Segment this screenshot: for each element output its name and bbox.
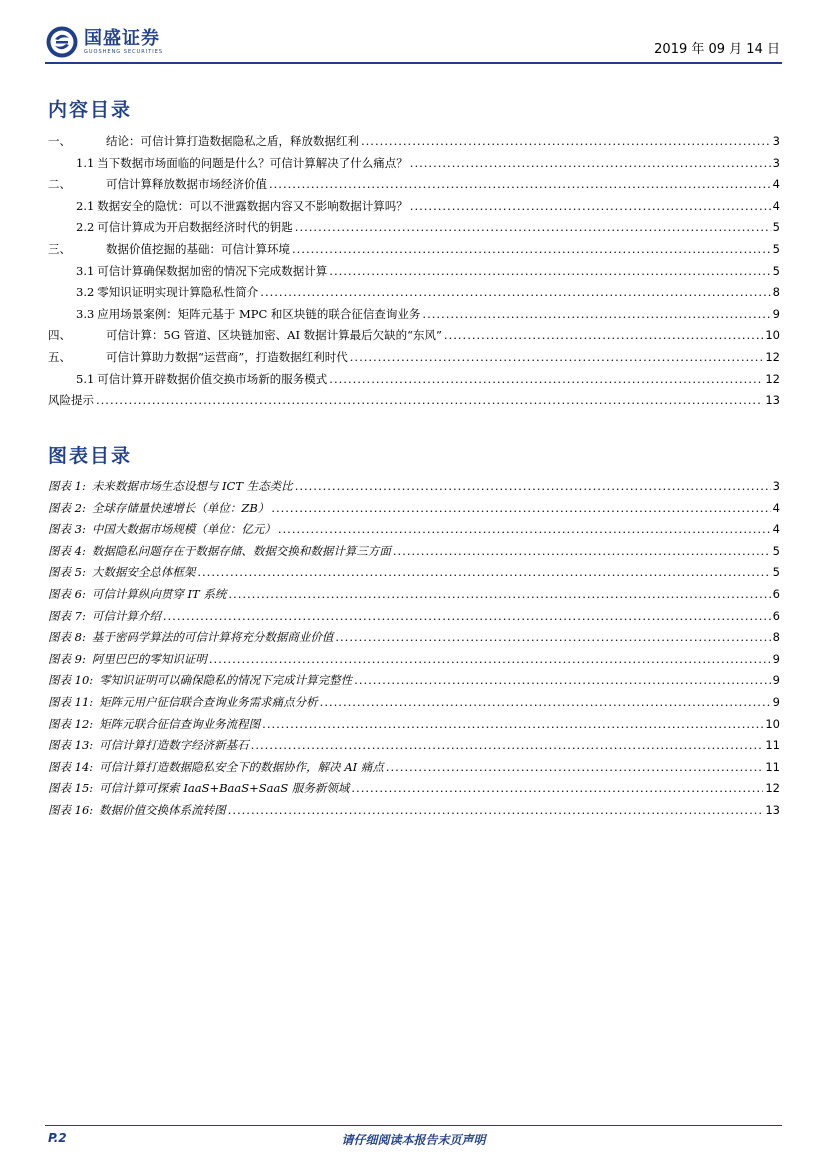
dot-leader (386, 760, 764, 774)
figure-entry[interactable] (48, 759, 780, 781)
entry-text: 可信计算开辟数据价值交换市场新的服务模式 (97, 371, 328, 386)
entry-page: 5 (772, 543, 780, 558)
dot-leader (251, 738, 764, 752)
entry-text: 可信计算可探索 IaaS+BaaS+SaaS 服务新领域 (99, 781, 350, 796)
dot-leader (163, 609, 771, 623)
dot-leader (228, 803, 764, 817)
figure-entry[interactable] (48, 780, 780, 802)
figures-list (48, 478, 780, 824)
entry-number: 图表 4: (48, 543, 86, 558)
entry-page: 13 (765, 393, 780, 408)
entry-number: 图表 6: (48, 586, 86, 601)
entry-text: 当下数据市场面临的问题是什么？可信计算解决了什么痛点？ (97, 155, 408, 170)
toc-entry[interactable] (48, 241, 780, 263)
entry-number: 二、 (48, 177, 71, 192)
toc-entry[interactable] (48, 306, 780, 328)
entry-number: 图表 9: (48, 651, 86, 666)
entry-page: 12 (765, 781, 780, 796)
dot-leader (422, 307, 770, 321)
entry-page: 4 (772, 500, 780, 515)
dot-leader (410, 199, 771, 213)
dot-leader (295, 479, 771, 493)
dot-leader (361, 134, 771, 148)
entry-number: 一、 (48, 134, 71, 148)
entry-number: 图表 11: (48, 694, 94, 709)
dot-leader (350, 350, 764, 364)
entry-page: 3 (772, 155, 780, 170)
toc-entry[interactable] (48, 327, 780, 349)
entry-page: 12 (765, 371, 780, 386)
entry-number: 2.1 (76, 198, 95, 213)
figure-entry[interactable] (48, 543, 780, 565)
entry-page: 11 (765, 738, 780, 753)
dot-leader (197, 565, 770, 579)
entry-page: 11 (765, 759, 780, 774)
logo-english-name: GUOSHENG SECURITIES (84, 48, 164, 55)
toc-entry[interactable] (48, 284, 780, 306)
entry-text: 数据安全的隐忧：可以不泄露数据内容又不影响数据计算吗？ (97, 198, 408, 213)
entry-text: 可信计算打造数字经济新基石 (99, 738, 249, 753)
entry-number: 3.2 (76, 285, 95, 300)
entry-number: 图表 15: (48, 781, 94, 796)
figures-title: 图表目录 (48, 445, 133, 467)
entry-number: 3.3 (76, 306, 95, 321)
toc-entry[interactable] (48, 176, 780, 198)
entry-text: 矩阵元用户征信联合查询业务需求痛点分析 (99, 694, 318, 709)
entry-number: 图表 14: (48, 759, 94, 774)
entry-text: 应用场景案例：矩阵元基于 MPC 和区块链的联合征信查询业务 (97, 306, 421, 321)
entry-number: 图表 10: (48, 673, 94, 688)
dot-leader (278, 522, 771, 536)
entry-page: 9 (772, 651, 780, 666)
entry-text: 中国大数据市场规模（单位：亿元） (91, 522, 276, 537)
dot-leader (228, 587, 770, 601)
contents-list (48, 133, 780, 414)
figure-entry[interactable] (48, 564, 780, 586)
entry-text: 大数据安全总体框架 (91, 565, 196, 580)
entry-text: 矩阵元联合征信查询业务流程图 (99, 716, 261, 731)
entry-text: 可信计算释放数据市场经济价值 (106, 177, 267, 192)
entry-page: 6 (772, 608, 780, 623)
logo-name: 国盛证券 (84, 27, 160, 49)
entry-page: 9 (772, 673, 780, 688)
entry-page: 6 (772, 586, 780, 601)
entry-text: 数据价值挖掘的基础：可信计算环境 (106, 241, 290, 256)
dot-leader (351, 781, 763, 795)
toc-entry[interactable] (48, 133, 780, 155)
figure-entry[interactable] (48, 608, 780, 630)
dot-leader (209, 652, 771, 666)
entry-text: 可信计算介绍 (91, 608, 161, 623)
entry-text: 数据价值交换体系流转图 (99, 802, 226, 817)
figure-entry[interactable] (48, 802, 780, 824)
company-logo (45, 25, 163, 59)
entry-text: 可信计算打造数据隐私安全下的数据协作，解决 AI 痛点 (99, 759, 384, 774)
header-divider (45, 62, 782, 64)
figure-entry[interactable] (48, 478, 780, 500)
entry-number: 5.1 (76, 371, 95, 386)
entry-number: 图表 3: (48, 522, 86, 537)
entry-page: 12 (765, 349, 780, 364)
figure-entry[interactable] (48, 651, 780, 673)
dot-leader (269, 177, 771, 191)
dot-leader (260, 285, 770, 299)
entry-text: 零知识证明可以确保隐私的情况下完成计算完整性 (99, 673, 353, 688)
entry-page: 5 (772, 241, 780, 256)
toc-entry[interactable] (48, 392, 780, 414)
entry-page: 4 (772, 198, 780, 213)
entry-number: 图表 13: (48, 738, 94, 753)
entry-number: 图表 5: (48, 565, 86, 580)
entry-number: 图表 7: (48, 608, 86, 623)
dot-leader (329, 372, 763, 386)
entry-text: 未来数据市场生态设想与 ICT 生态类比 (91, 479, 293, 493)
entry-number: 图表 8: (48, 630, 86, 645)
entry-page: 4 (772, 522, 780, 537)
entry-text: 可信计算纵向贯穿 IT 系统 (91, 586, 227, 601)
entry-text: 可信计算成为开启数据经济时代的钥匙 (97, 220, 293, 235)
report-date: 2019 年 09 月 14 日 (654, 42, 780, 57)
entry-page: 9 (772, 306, 780, 321)
dot-leader (393, 544, 771, 558)
figure-entry[interactable] (48, 521, 780, 543)
entry-number: 四、 (48, 328, 71, 343)
entry-number: 五、 (48, 349, 71, 364)
page-header (45, 25, 782, 62)
entry-number: 1.1 (76, 155, 95, 170)
figure-entry[interactable] (48, 629, 780, 651)
dot-leader (262, 717, 763, 731)
figure-entry[interactable] (48, 500, 780, 522)
entry-number: 2.2 (76, 220, 95, 235)
toc-title: 内容目录 (48, 99, 133, 121)
entry-number: 图表 2: (48, 500, 86, 515)
dot-leader (335, 630, 770, 644)
figure-entry[interactable] (48, 716, 780, 738)
entry-text: 可信计算确保数据加密的情况下完成数据计算 (97, 263, 328, 278)
figure-entry[interactable] (48, 737, 780, 759)
page-number: P.2 (48, 1131, 67, 1145)
entry-text: 结论：可信计算打造数据隐私之盾，释放数据红利 (106, 134, 359, 148)
entry-text: 基于密码学算法的可信计算将充分数据商业价值 (91, 630, 334, 645)
dot-leader (354, 673, 771, 687)
toc-entry[interactable] (48, 155, 780, 177)
toc-entry[interactable] (48, 349, 780, 371)
dot-leader (320, 695, 771, 709)
figure-entry[interactable] (48, 586, 780, 608)
entry-text: 风险提示 (48, 393, 94, 408)
dot-leader (271, 501, 770, 515)
entry-page: 8 (772, 285, 780, 300)
entry-number: 图表 16: (48, 802, 94, 817)
toc-entry[interactable] (48, 219, 780, 241)
entry-page: 10 (765, 328, 780, 343)
entry-page: 5 (772, 565, 780, 580)
entry-page: 5 (772, 263, 780, 278)
toc-entry[interactable] (48, 263, 780, 285)
disclaimer-note: 请仔细阅读本报告末页声明 (341, 1133, 486, 1147)
entry-text: 阿里巴巴的零知识证明 (91, 651, 207, 666)
figure-entry[interactable] (48, 694, 780, 716)
entry-page: 9 (772, 694, 780, 709)
dot-leader (295, 220, 771, 234)
entry-page: 8 (772, 630, 780, 645)
logo-mark-icon (45, 25, 79, 59)
entry-text: 全球存储量快速增长（单位：ZB） (91, 500, 270, 515)
dot-leader (329, 264, 770, 278)
entry-number: 3.1 (76, 263, 95, 278)
entry-page: 13 (765, 802, 780, 817)
entry-number: 图表 1: (48, 479, 86, 493)
dot-leader (444, 328, 763, 342)
entry-text: 可信计算：5G 管道、区块链加密、AI 数据计算最后欠缺的“东风” (106, 328, 442, 343)
entry-page: 3 (772, 134, 780, 148)
entry-text: 可信计算助力数据“运营商”，打造数据红利时代 (106, 349, 348, 364)
entry-page: 3 (772, 479, 780, 493)
entry-number: 三、 (48, 241, 71, 256)
dot-leader (292, 242, 771, 256)
figure-entry[interactable] (48, 672, 780, 694)
dot-leader (96, 393, 763, 407)
entry-text: 零知识证明实现计算隐私性简介 (97, 285, 259, 300)
dot-leader (410, 156, 771, 170)
footer-divider (45, 1125, 782, 1126)
entry-page: 4 (772, 177, 780, 192)
entry-number: 图表 12: (48, 716, 94, 731)
toc-entry[interactable] (48, 198, 780, 220)
toc-entry[interactable] (48, 371, 780, 393)
entry-page: 5 (772, 220, 780, 235)
entry-text: 数据隐私问题存在于数据存储、数据交换和数据计算三方面 (91, 543, 391, 558)
entry-page: 10 (765, 716, 780, 731)
